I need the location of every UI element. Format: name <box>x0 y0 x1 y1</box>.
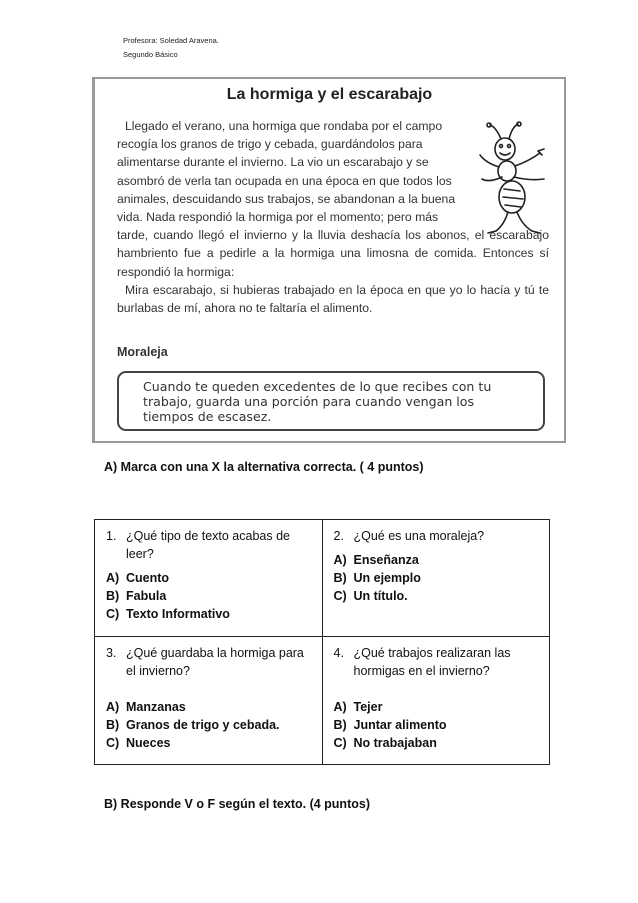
option-a[interactable]: A) Enseñanza <box>333 553 419 567</box>
moral-line: tiempos de escasez. <box>143 409 272 424</box>
option-c[interactable]: C) Nueces <box>106 736 171 750</box>
story-text <box>117 117 549 317</box>
question-cell-2 <box>322 520 550 637</box>
questions-table <box>94 519 550 765</box>
option-c[interactable]: C) Un título. <box>333 589 408 603</box>
question-number: 3. <box>106 646 117 660</box>
teacher-name: Profesora: Soledad Aravena. <box>123 36 219 45</box>
question-number: 4. <box>333 646 344 660</box>
option-b[interactable]: B) Juntar alimento <box>333 718 447 732</box>
option-c[interactable]: C) No trabajaban <box>333 736 437 750</box>
option-a[interactable]: A) Tejer <box>333 700 383 714</box>
option-a[interactable]: A) Manzanas <box>106 700 186 714</box>
question-number: 2. <box>333 529 344 543</box>
story-line: asombró de verla tan ocupada en una época en que todos los <box>117 173 452 188</box>
question-number: 1. <box>106 529 117 543</box>
story-line: recogía los granos de trigo y cebada, guardándolos para <box>117 137 423 152</box>
moral-line: Cuando te queden excedentes de lo que recibes con tu <box>143 379 492 394</box>
reading-title: La hormiga y el escarabajo <box>226 86 433 103</box>
story-first-lines <box>117 117 475 226</box>
option-b[interactable]: B) Granos de trigo y cebada. <box>106 718 280 732</box>
question-text: ¿Qué guardaba la hormiga para el invierno? <box>126 646 304 678</box>
reading-box <box>92 77 566 443</box>
option-a[interactable]: A) Cuento <box>106 571 170 585</box>
option-b[interactable]: B) Fabula <box>106 589 167 603</box>
question-cell-4 <box>322 637 550 765</box>
story-paragraph-dialogue: Mira escarabajo, si hubieras trabajado en la época en que yo lo hacía y tú te burlabas de mí, ahora no te faltaría el alimento. <box>117 282 549 316</box>
story-line: alimentarse durante el invierno. La vio un escarabajo y se <box>117 155 429 170</box>
page-header <box>123 34 219 62</box>
question-cell-3 <box>95 637 323 765</box>
moral-line: trabajo, guarda una porción para cuando vengan los <box>143 394 475 409</box>
section-a-heading: A) Marca con una X la alternativa correcta. ( 4 puntos) <box>104 460 424 474</box>
option-b[interactable]: B) Un ejemplo <box>333 571 421 585</box>
story-line: Llegado el verano, una hormiga que rondaba por el campo <box>125 119 443 133</box>
story-line: animales, descuidando sus trabajos, se abandonan a la buena <box>117 191 456 206</box>
moral-label: Moraleja <box>117 345 168 359</box>
question-text: ¿Qué tipo de texto acabas de leer? <box>126 529 290 561</box>
grade-level: Segundo Básico <box>123 50 178 59</box>
question-text: ¿Qué es una moraleja? <box>353 529 485 543</box>
option-c[interactable]: C) Texto Informativo <box>106 607 230 621</box>
section-b-heading: B) Responde V o F según el texto. (4 puntos) <box>104 797 370 811</box>
story-paragraph-rest: tarde, cuando llegó el invierno y la lluvia deshacía los abonos, el escarabajo hambriento fue a pedirle a la hormiga una limosna de comida. Entonces sí respondió la hormiga: <box>117 228 549 279</box>
story-line: vida. Nada respondió la hormiga por el momento; pero más <box>117 210 439 225</box>
question-text: ¿Qué trabajos realizaran las hormigas en el invierno? <box>353 646 511 678</box>
moral-box <box>117 371 545 431</box>
question-cell-1 <box>95 520 323 637</box>
